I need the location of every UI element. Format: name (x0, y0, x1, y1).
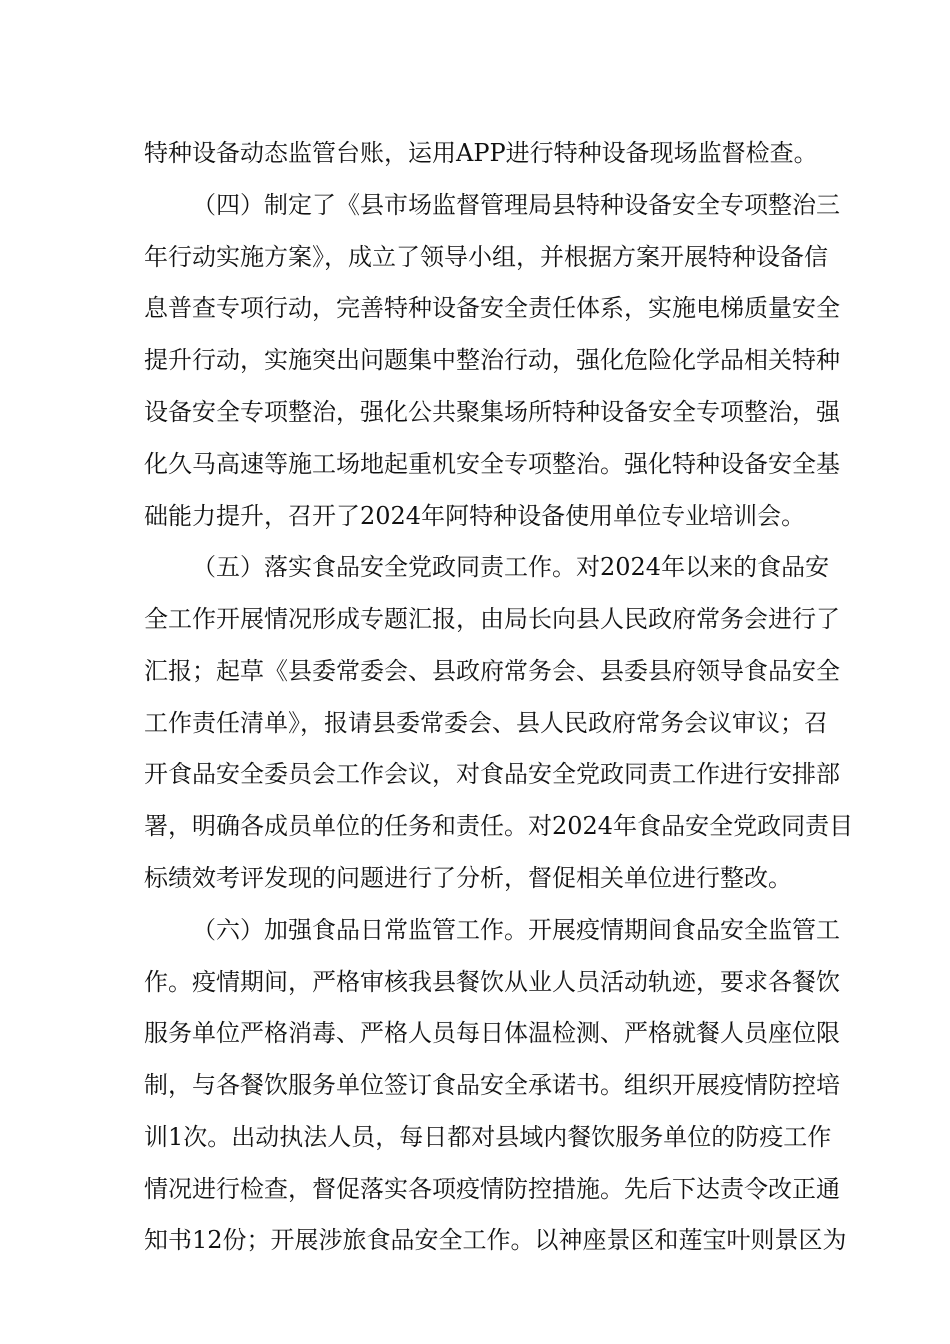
text-line: （五）落实食品安全党政同责工作。对2024年以来的食品安 (192, 553, 830, 581)
text-line: 训1次。出动执法人员，每日都对县域内餐饮服务单位的防疫工作 (144, 1123, 832, 1151)
text-line: 特种设备动态监管台账，运用APP进行特种设备现场监督检查。 (144, 139, 818, 167)
text-line: 工作责任清单》，报请县委常委会、县人民政府常务会议审议；召 (144, 709, 828, 737)
text-line: 开食品安全委员会工作会议，对食品安全党政同责工作进行安排部 (144, 760, 840, 788)
text-line: 汇报；起草《县委常委会、县政府常务会、县委县府领导食品安全 (144, 657, 840, 685)
text-line: 础能力提升，召开了2024年阿特种设备使用单位专业培训会。 (144, 502, 806, 530)
text-line: 情况进行检查，督促落实各项疫情防控措施。先后下达责令改正通 (144, 1175, 840, 1203)
text-line: 年行动实施方案》，成立了领导小组，并根据方案开展特种设备信 (144, 243, 828, 271)
text-line: 全工作开展情况形成专题汇报，由局长向县人民政府常务会进行了 (144, 605, 840, 633)
text-line: 提升行动，实施突出问题集中整治行动，强化危险化学品相关特种 (144, 346, 840, 374)
text-line: 息普查专项行动，完善特种设备安全责任体系，实施电梯质量安全 (144, 294, 840, 322)
text-line: 知书12份；开展涉旅食品安全工作。以神座景区和莲宝叶则景区为 (144, 1226, 847, 1254)
text-line: （六）加强食品日常监管工作。开展疫情期间食品安全监管工 (192, 916, 840, 944)
text-line: 化久马高速等施工场地起重机安全专项整治。强化特种设备安全基 (144, 450, 840, 478)
text-line: 制，与各餐饮服务单位签订食品安全承诺书。组织开展疫情防控培 (144, 1071, 840, 1099)
text-line: 服务单位严格消毒、严格人员每日体温检测、严格就餐人员座位限 (144, 1019, 840, 1047)
text-line: 设备安全专项整治，强化公共聚集场所特种设备安全专项整治，强 (144, 398, 840, 426)
text-line: 署，明确各成员单位的任务和责任。对2024年食品安全党政同责目 (144, 812, 854, 840)
text-line: 标绩效考评发现的问题进行了分析，督促相关单位进行整改。 (144, 864, 792, 892)
text-line: （四）制定了《县市场监督管理局县特种设备安全专项整治三 (192, 191, 840, 219)
text-line: 作。疫情期间，严格审核我县餐饮从业人员活动轨迹，要求各餐饮 (144, 968, 840, 996)
